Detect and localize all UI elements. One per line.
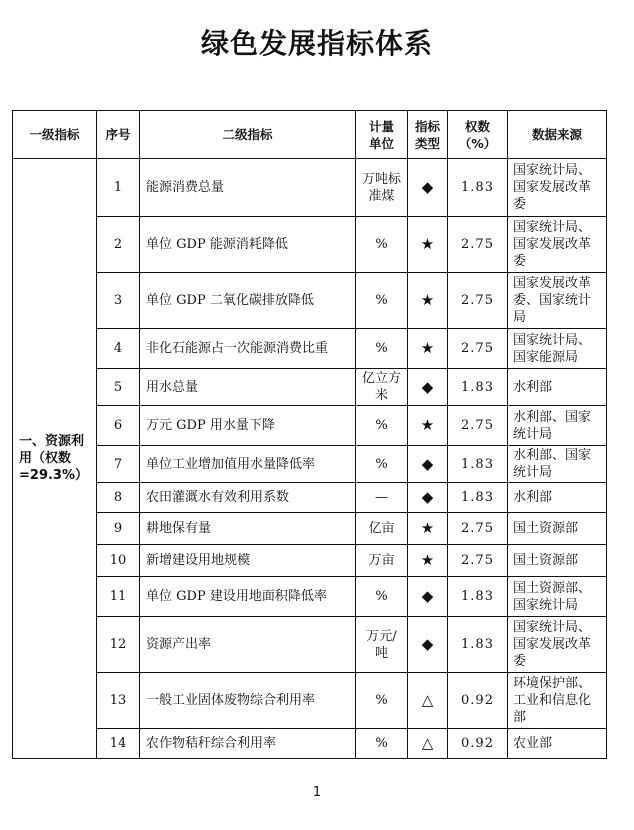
table-row xyxy=(13,329,607,369)
table-row xyxy=(13,369,607,406)
header-row xyxy=(13,111,607,159)
weight-cell: 2.75 xyxy=(448,329,508,369)
weight-cell: 1.83 xyxy=(448,617,508,673)
indicator-type-cell: ◆ xyxy=(408,159,448,217)
seq-cell: 12 xyxy=(97,617,140,673)
seq-cell: 2 xyxy=(97,217,140,273)
data-source-cell: 农业部 xyxy=(508,729,607,759)
unit-cell: 亿立方米 xyxy=(356,369,408,406)
header-level2: 二级指标 xyxy=(140,111,356,159)
data-source-cell: 水利部、国家统计局 xyxy=(508,406,607,446)
seq-cell: 6 xyxy=(97,406,140,446)
indicator-type-cell: ◆ xyxy=(408,446,448,483)
unit-cell: % xyxy=(356,329,408,369)
unit-cell: % xyxy=(356,273,408,329)
table-row xyxy=(13,577,607,617)
seq-cell: 5 xyxy=(97,369,140,406)
indicator-name-cell: 单位 GDP 能源消耗降低 xyxy=(140,217,356,273)
level1-category-cell: 一、资源利用（权数=29.3%） xyxy=(13,159,97,759)
weight-cell: 1.83 xyxy=(448,369,508,406)
indicator-type-cell: ★ xyxy=(408,406,448,446)
seq-cell: 1 xyxy=(97,159,140,217)
page-title: 绿色发展指标体系 xyxy=(200,27,433,60)
unit-cell: % xyxy=(356,446,408,483)
weight-cell: 2.75 xyxy=(448,217,508,273)
data-source-cell: 水利部 xyxy=(508,483,607,513)
data-source-cell: 水利部、国家统计局 xyxy=(508,446,607,483)
table-row xyxy=(13,273,607,329)
indicator-name-cell: 新增建设用地规模 xyxy=(140,545,356,577)
indicator-type-cell: ★ xyxy=(408,273,448,329)
indicator-type-cell: ★ xyxy=(408,545,448,577)
unit-cell: 万亩 xyxy=(356,545,408,577)
header-unit: 计量 单位 xyxy=(356,111,408,159)
table-row xyxy=(13,545,607,577)
table-row xyxy=(13,217,607,273)
unit-cell: 亿亩 xyxy=(356,513,408,545)
data-source-cell: 水利部 xyxy=(508,369,607,406)
indicator-type-cell: ◆ xyxy=(408,577,448,617)
data-source-cell: 国家统计局、国家发展改革委 xyxy=(508,159,607,217)
table-row xyxy=(13,483,607,513)
indicator-name-cell: 农作物秸秆综合利用率 xyxy=(140,729,356,759)
indicator-name-cell: 单位 GDP 建设用地面积降低率 xyxy=(140,577,356,617)
header-source: 数据来源 xyxy=(508,111,607,159)
seq-cell: 14 xyxy=(97,729,140,759)
data-source-cell: 国土资源部 xyxy=(508,545,607,577)
unit-cell: 万元/吨 xyxy=(356,617,408,673)
indicator-type-cell: △ xyxy=(408,673,448,729)
seq-cell: 3 xyxy=(97,273,140,329)
header-weight: 权数 （%） xyxy=(448,111,508,159)
header-seq: 序号 xyxy=(97,111,140,159)
indicator-name-cell: 资源产出率 xyxy=(140,617,356,673)
indicator-name-cell: 一般工业固体废物综合利用率 xyxy=(140,673,356,729)
weight-cell: 2.75 xyxy=(448,273,508,329)
weight-cell: 1.83 xyxy=(448,483,508,513)
data-source-cell: 国家发展改革委、国家统计局 xyxy=(508,273,607,329)
data-source-cell: 国土资源部 xyxy=(508,513,607,545)
indicator-name-cell: 非化石能源占一次能源消费比重 xyxy=(140,329,356,369)
weight-cell: 1.83 xyxy=(448,159,508,217)
seq-cell: 10 xyxy=(97,545,140,577)
indicator-type-cell: △ xyxy=(408,729,448,759)
seq-cell: 8 xyxy=(97,483,140,513)
indicator-type-cell: ◆ xyxy=(408,617,448,673)
indicator-type-cell: ◆ xyxy=(408,483,448,513)
weight-cell: 0.92 xyxy=(448,673,508,729)
data-source-cell: 环境保护部、工业和信息化部 xyxy=(508,673,607,729)
table-row xyxy=(13,513,607,545)
weight-cell: 2.75 xyxy=(448,406,508,446)
table-row xyxy=(13,673,607,729)
indicator-name-cell: 单位工业增加值用水量降低率 xyxy=(140,446,356,483)
seq-cell: 7 xyxy=(97,446,140,483)
data-source-cell: 国家统计局、国家发展改革委 xyxy=(508,617,607,673)
seq-cell: 9 xyxy=(97,513,140,545)
unit-cell: — xyxy=(356,483,408,513)
unit-cell: % xyxy=(356,406,408,446)
indicator-name-cell: 能源消费总量 xyxy=(140,159,356,217)
indicator-type-cell: ★ xyxy=(408,329,448,369)
indicator-name-cell: 用水总量 xyxy=(140,369,356,406)
indicator-type-cell: ★ xyxy=(408,513,448,545)
indicator-name-cell: 万元 GDP 用水量下降 xyxy=(140,406,356,446)
weight-cell: 0.92 xyxy=(448,729,508,759)
header-level1: 一级指标 xyxy=(13,111,97,159)
weight-cell: 2.75 xyxy=(448,513,508,545)
weight-cell: 2.75 xyxy=(448,545,508,577)
indicator-type-cell: ★ xyxy=(408,217,448,273)
weight-cell: 1.83 xyxy=(448,577,508,617)
table-row xyxy=(13,406,607,446)
header-type: 指标 类型 xyxy=(408,111,448,159)
unit-cell: % xyxy=(356,217,408,273)
unit-cell: 万吨标准煤 xyxy=(356,159,408,217)
unit-cell: % xyxy=(356,729,408,759)
indicator-name-cell: 耕地保有量 xyxy=(140,513,356,545)
indicator-type-cell: ◆ xyxy=(408,369,448,406)
indicator-name-cell: 农田灌溉水有效利用系数 xyxy=(140,483,356,513)
data-source-cell: 国家统计局、国家发展改革委 xyxy=(508,217,607,273)
seq-cell: 4 xyxy=(97,329,140,369)
table-row xyxy=(13,729,607,759)
page-number: 1 xyxy=(312,785,322,800)
data-source-cell: 国土资源部、国家统计局 xyxy=(508,577,607,617)
seq-cell: 13 xyxy=(97,673,140,729)
seq-cell: 11 xyxy=(97,577,140,617)
table-row xyxy=(13,617,607,673)
table-row xyxy=(13,446,607,483)
indicator-name-cell: 单位 GDP 二氧化碳排放降低 xyxy=(140,273,356,329)
unit-cell: % xyxy=(356,673,408,729)
table-row xyxy=(13,159,607,217)
unit-cell: % xyxy=(356,577,408,617)
data-source-cell: 国家统计局、国家能源局 xyxy=(508,329,607,369)
indicator-table xyxy=(12,110,607,759)
weight-cell: 1.83 xyxy=(448,446,508,483)
